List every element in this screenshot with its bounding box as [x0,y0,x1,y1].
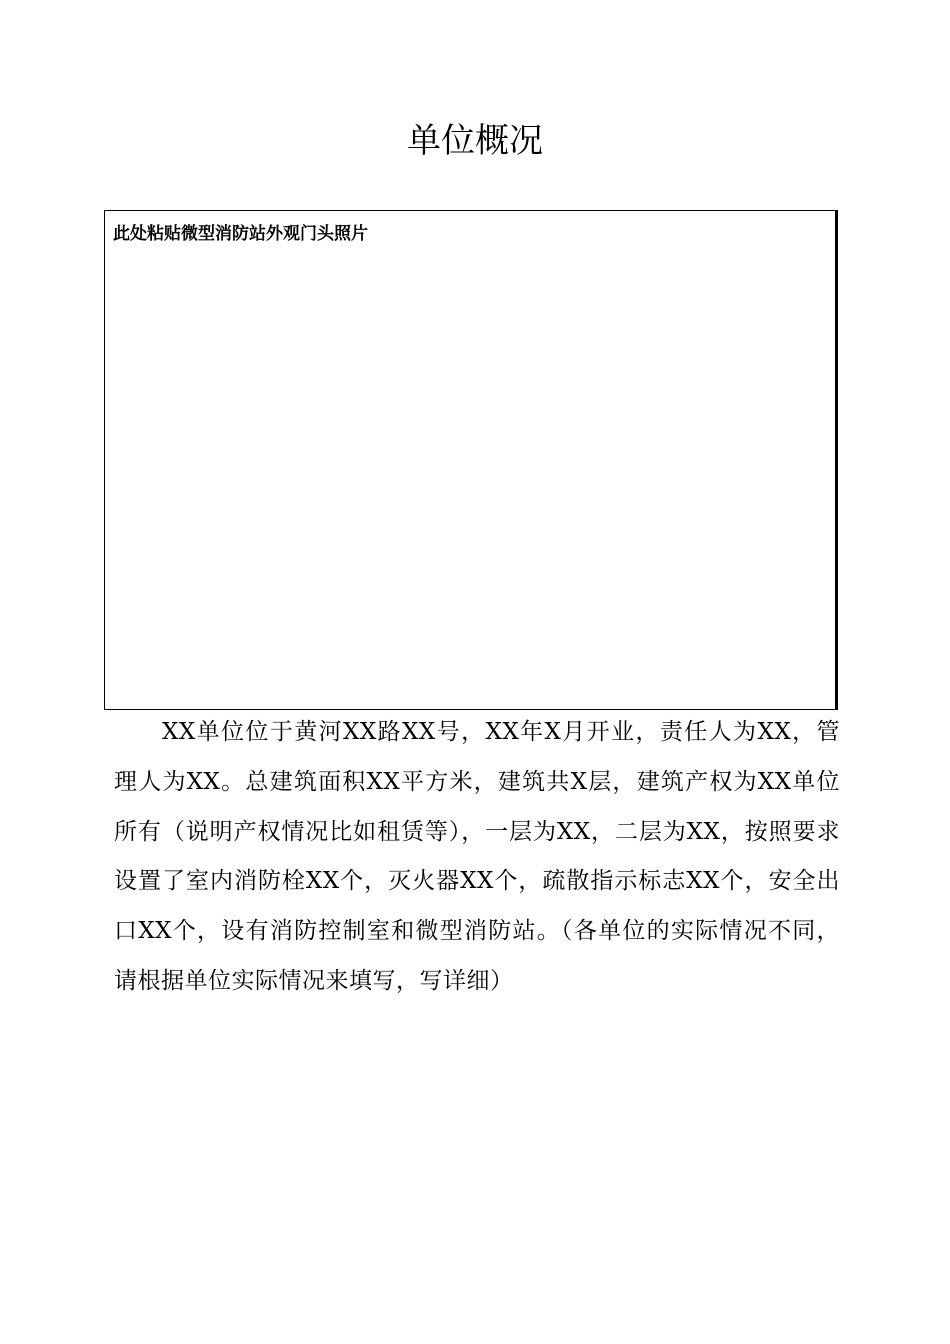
page-title: 单位概况 [407,121,543,161]
photo-placeholder-box [104,210,836,710]
photo-placeholder-caption: 此处粘贴微型消防站外观门头照片 [113,224,368,244]
overview-paragraph: XX单位位于黄河XX路XX号，XX年X月开业，责任人为XX，管理人为XX。总建筑面积XX平方米，建筑共X层，建筑产权为XX单位所有（说明产权情况比如租赁等），一层为XX，二层为XX，按照要求设置了室内消防栓XX个，灭火器XX个，疏散指示标志XX个，安全出口XX个，设有消防控制室和微型消防站。（各单位的实际情况不同，请根据单位实际情况来填写，写详细） [114,719,840,994]
